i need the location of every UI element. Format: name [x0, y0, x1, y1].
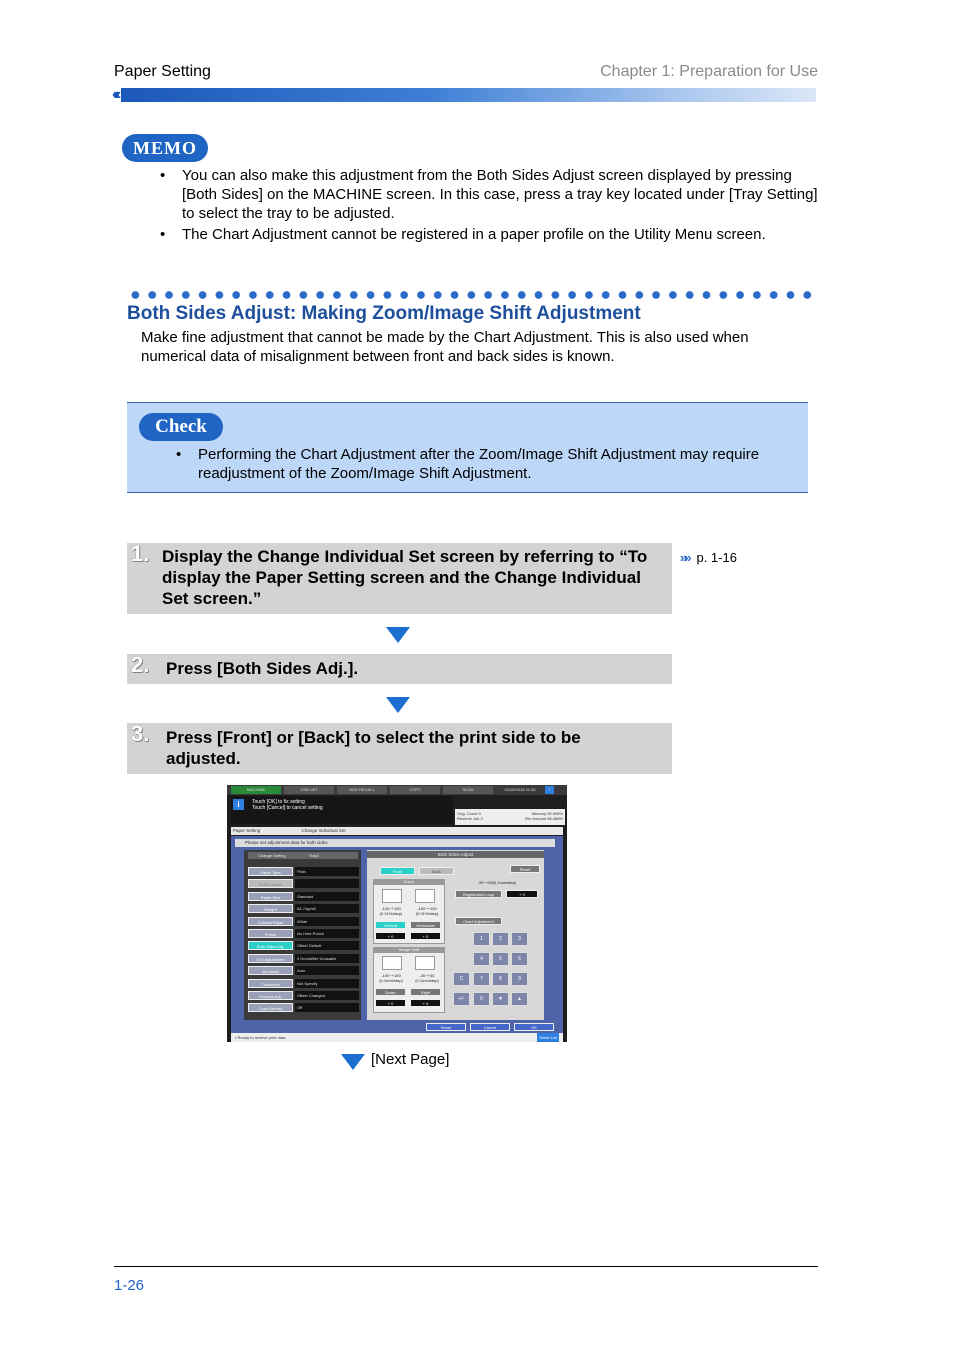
- next-page-label: [Next Page]: [371, 1051, 450, 1068]
- arrow-down-icon: [386, 697, 410, 713]
- running-header-chapter: Chapter 1: Preparation for Use: [600, 63, 818, 80]
- left-header-tray: Tray3: [308, 853, 319, 858]
- status-text: Ready to receive print data: [237, 1035, 286, 1040]
- setting-value: White: [295, 917, 359, 926]
- step-text: Press [Front] or [Back] to select the print side to be adjusted.: [166, 728, 581, 768]
- counter-info: [455, 809, 565, 825]
- instruction-bar: Please set adjustment data for both sides: [235, 839, 555, 847]
- check-list: [176, 445, 776, 483]
- section-body: Make fine adjustment that cannot be made by the Chart Adjustment. This is also used when numerical data of misalignment between front and back sides is known.: [141, 329, 749, 365]
- next-page-arrow-icon: [341, 1054, 365, 1070]
- setting-button[interactable]: Air Assist: [248, 966, 293, 975]
- zoom-label: Zoom: [373, 879, 445, 885]
- setting-button[interactable]: Color Density: [248, 1003, 293, 1012]
- keypad-4[interactable]: 4: [473, 952, 490, 966]
- setting-button[interactable]: Thickness: [248, 979, 293, 988]
- counter: Memory 99.998%: [531, 811, 563, 816]
- both-sides-adj-button[interactable]: Both Sides Adj.: [248, 941, 293, 950]
- setting-row[interactable]: [248, 979, 358, 989]
- reset-button[interactable]: Reset: [426, 1023, 466, 1031]
- status-bar: [231, 1033, 563, 1042]
- setting-row[interactable]: [248, 954, 358, 964]
- tab-scan[interactable]: SCAN: [443, 786, 493, 794]
- setting-row[interactable]: [248, 879, 358, 889]
- setting-row[interactable]: [248, 929, 358, 939]
- help-icon[interactable]: ?: [545, 786, 554, 794]
- panel-breadcrumb: [231, 827, 563, 835]
- counter: Reserve Job 0: [457, 816, 483, 821]
- horizontal-value: + 0: [410, 932, 441, 940]
- printer-icon: ▪: [235, 1035, 237, 1040]
- setting-row[interactable]: [248, 917, 358, 927]
- registration-value: + 0: [506, 890, 538, 898]
- setting-button[interactable]: Profile Name: [248, 879, 293, 888]
- zoom-range: -100~+100 (0.01%/step): [415, 906, 439, 916]
- step-number: 3.: [131, 721, 150, 746]
- setting-row[interactable]: [248, 966, 358, 976]
- tab-job-list[interactable]: JOB LIST: [284, 786, 334, 794]
- vertical-button[interactable]: Vertical: [375, 921, 406, 929]
- setting-value: 64-74g/m2: [295, 904, 359, 913]
- setting-value: No Hole-Punch: [295, 929, 359, 938]
- memo-item: • You can also make this adjustment from the Both Sides Adjust screen displayed by pressing [Both Sides] on the MACHINE screen. In this case, press a tray key located under [Tray Setting] to select the tray to be adjusted.: [160, 166, 820, 223]
- keypad-3[interactable]: 3: [511, 932, 528, 946]
- shift-right-icon: [415, 956, 435, 970]
- chevron-icon: ‹‹‹‹: [112, 86, 121, 104]
- zoom-vertical-icon: [382, 889, 402, 903]
- keypad-0[interactable]: 0: [473, 992, 490, 1006]
- tab-copy[interactable]: COPY: [390, 786, 440, 794]
- shift-down-icon: [382, 956, 402, 970]
- zoom-range: -100~+100 (0.01%/step): [379, 906, 403, 916]
- setting-value: Plain: [295, 867, 359, 876]
- horizontal-button[interactable]: Horizontal: [410, 921, 441, 929]
- setting-button[interactable]: Colored Paper: [248, 917, 293, 926]
- section-title: Both Sides Adjust: Making Zoom/Image Shift Adjustment: [127, 303, 641, 324]
- down-button[interactable]: Down: [375, 988, 406, 996]
- setting-button[interactable]: Weight: [248, 904, 293, 913]
- vertical-value: + 0: [375, 932, 406, 940]
- setting-row-selected[interactable]: [248, 941, 358, 951]
- keypad-plus-minus[interactable]: +/-: [453, 992, 470, 1006]
- keypad-1[interactable]: 1: [473, 932, 490, 946]
- setting-value: Not Specify: [295, 979, 359, 988]
- check-badge: Check: [139, 413, 223, 441]
- arrow-down-icon: [386, 627, 410, 643]
- right-panel-title: Both Sides Adjust: [367, 851, 544, 858]
- cancel-button[interactable]: Cancel: [470, 1023, 510, 1031]
- panel-tab-bar: [227, 785, 567, 795]
- setting-row[interactable]: [248, 1003, 358, 1013]
- step-1: [127, 543, 672, 614]
- registration-loop-button[interactable]: Registration Loop: [455, 890, 502, 898]
- setting-button[interactable]: Process Adj.: [248, 991, 293, 1000]
- step-text: Display the Change Individual Set screen by referring to “To display the Paper Setting screen and the Change Individual Set screen.”: [162, 547, 648, 608]
- step-2: [127, 654, 672, 684]
- right-value: + 0: [410, 999, 441, 1007]
- setting-value: 0 Humidifier Unusable: [295, 954, 359, 963]
- step-number: 1.: [131, 541, 150, 566]
- setting-row[interactable]: [248, 991, 358, 1001]
- counter: Orig. Count 0: [457, 811, 481, 816]
- setting-button[interactable]: Paper Size: [248, 892, 293, 901]
- keypad-clear[interactable]: C: [453, 972, 470, 986]
- setting-value: Offset Changed: [295, 991, 359, 1000]
- memo-list: [160, 166, 820, 246]
- shift-range: -100~+100 (0.1mm/step): [379, 973, 403, 983]
- setting-button[interactable]: Paper Type: [248, 867, 293, 876]
- setting-value: Offset Default: [295, 941, 359, 950]
- registration-range: -99~+99(0.1mm/step): [477, 880, 517, 885]
- memo-badge: MEMO: [122, 134, 208, 162]
- breadcrumb-item[interactable]: Paper Setting: [233, 828, 261, 833]
- keypad-2[interactable]: 2: [492, 932, 509, 946]
- image-shift-label: Image Shift: [373, 947, 445, 953]
- keypad-9[interactable]: 9: [511, 972, 528, 986]
- back-button[interactable]: Back: [419, 867, 454, 875]
- step-text: Press [Both Sides Adj.].: [166, 659, 359, 678]
- step-3: [127, 723, 672, 774]
- setting-row[interactable]: [248, 867, 358, 877]
- keypad-7[interactable]: 7: [473, 972, 490, 986]
- dotted-divider: [127, 289, 817, 301]
- page-reference[interactable]: [680, 550, 737, 565]
- tab-machine[interactable]: MACHINE: [231, 786, 281, 794]
- reset-top-button[interactable]: Reset: [510, 865, 540, 873]
- setting-value: Auto: [295, 966, 359, 975]
- ok-button[interactable]: OK: [514, 1023, 554, 1031]
- setting-button[interactable]: Curl Adjustment: [248, 954, 293, 963]
- right-button[interactable]: Right: [410, 988, 441, 996]
- message-line: Touch [OK] to fix setting: [252, 799, 305, 805]
- breadcrumb-item: Change Individual Set: [301, 828, 346, 833]
- keypad-8[interactable]: 8: [492, 972, 509, 986]
- left-header-label: Change Setting: [258, 853, 286, 858]
- setting-row[interactable]: [248, 892, 358, 902]
- arrow-up-key-icon[interactable]: ▲: [511, 992, 528, 1006]
- setting-row[interactable]: [248, 904, 358, 914]
- keypad-5[interactable]: 5: [492, 952, 509, 966]
- reference-text: p. 1-16: [696, 550, 737, 565]
- memo-item: • The Chart Adjustment cannot be registered in a paper profile on the Utility Menu screen.: [160, 225, 820, 244]
- panel-screenshot: [227, 785, 567, 1042]
- keypad-6[interactable]: 6: [511, 952, 528, 966]
- shift-range: -30~+30 (0.1mm/step): [415, 973, 439, 983]
- left-header: [248, 852, 358, 859]
- footer-rule: [114, 1266, 818, 1267]
- running-header-section: Paper Setting: [114, 63, 211, 80]
- front-button[interactable]: Front: [380, 867, 415, 875]
- page-number: 1-26: [114, 1277, 145, 1294]
- arrow-down-key-icon[interactable]: ▼: [492, 992, 509, 1006]
- counter: File Amount 98.468%: [524, 816, 563, 821]
- reference-arrow-icon: »»: [680, 550, 689, 565]
- message-text: [252, 799, 323, 811]
- message-line: Touch [Cancel] to cancel setting: [252, 805, 323, 811]
- setting-value: Standard: [295, 892, 359, 901]
- zoom-horizontal-icon: [415, 889, 435, 903]
- step-number: 2.: [131, 652, 150, 677]
- setting-value: Off: [295, 1003, 359, 1012]
- panel-date: 2010/03/18 21:55: [497, 786, 543, 794]
- down-value: + 0: [375, 999, 406, 1007]
- chart-adjustment-button[interactable]: Chart Adjustment: [455, 917, 502, 925]
- detail-list-button[interactable]: Detail List: [539, 1035, 557, 1040]
- header-bar: [114, 88, 816, 102]
- tab-hdd-recall[interactable]: HDD RECALL: [337, 786, 387, 794]
- check-item: • Performing the Chart Adjustment after the Zoom/Image Shift Adjustment may require readjustment of the Zoom/Image Shift Adjustment.: [176, 445, 776, 483]
- setting-value: [295, 879, 359, 888]
- info-icon: i: [233, 799, 244, 810]
- setting-button[interactable]: Punch: [248, 929, 293, 938]
